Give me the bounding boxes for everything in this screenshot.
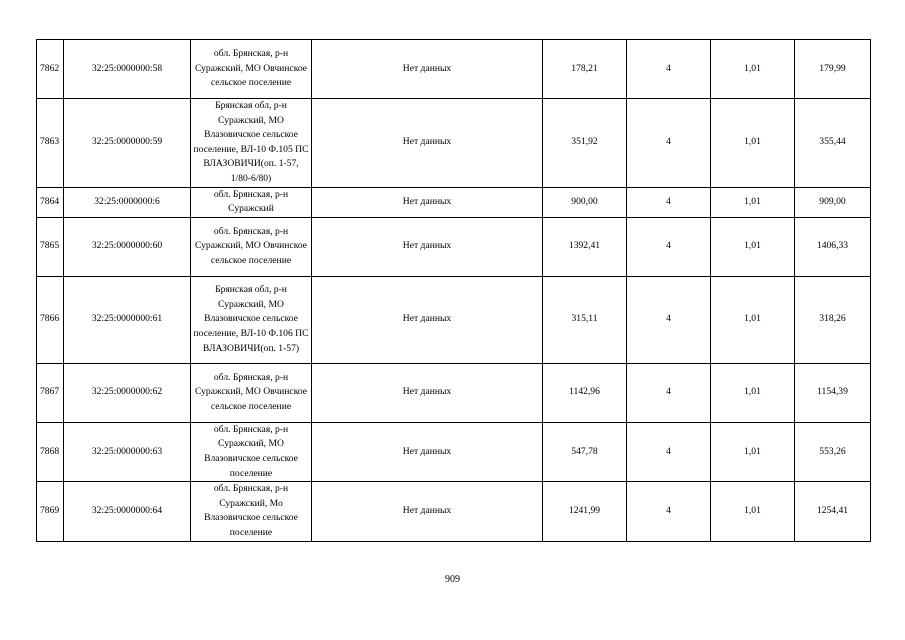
group-cell: 4 (627, 217, 711, 276)
total-cell: 355,44 (795, 99, 871, 188)
area-cell: 1241,99 (543, 482, 627, 541)
row-number-cell: 7865 (37, 217, 64, 276)
table-row (37, 187, 871, 217)
coefficient-cell: 1,01 (711, 99, 795, 188)
address-cell: Брянская обл, р-н Суражский, МО Влазовичское сельское поселение, ВЛ-10 Ф.106 ПС ВЛАЗОВИЧИ(оп. 1-57) (191, 276, 312, 363)
land-registry-table (36, 39, 871, 542)
cadastral-number-cell: 32:25:0000000:61 (64, 276, 191, 363)
table-body (37, 40, 871, 542)
address-cell: Брянская обл, р-н Суражский, МО Влазовичское сельское поселение, ВЛ-10 Ф.105 ПС ВЛАЗОВИЧИ(оп. 1-57, 1/80-6/80) (191, 99, 312, 188)
address-cell: обл. Брянская, р-н Суражский, МО Влазовичское сельское поселение (191, 422, 312, 481)
area-cell: 351,92 (543, 99, 627, 188)
cadastral-value-cell: Нет данных (312, 276, 543, 363)
group-cell: 4 (627, 40, 711, 99)
coefficient-cell: 1,01 (711, 482, 795, 541)
cadastral-number-cell: 32:25:0000000:62 (64, 363, 191, 422)
coefficient-cell: 1,01 (711, 276, 795, 363)
area-cell: 1142,96 (543, 363, 627, 422)
table-row (37, 40, 871, 99)
area-cell: 1392,41 (543, 217, 627, 276)
group-cell: 4 (627, 363, 711, 422)
cadastral-number-cell: 32:25:0000000:60 (64, 217, 191, 276)
coefficient-cell: 1,01 (711, 40, 795, 99)
page-number: 909 (445, 574, 460, 585)
row-number-cell: 7868 (37, 422, 64, 481)
address-cell: обл. Брянская, р-н Суражский (191, 187, 312, 217)
table-row (37, 482, 871, 541)
area-cell: 178,21 (543, 40, 627, 99)
total-cell: 1154,39 (795, 363, 871, 422)
address-cell: обл. Брянская, р-н Суражский, МО Овчинское сельское поселение (191, 217, 312, 276)
coefficient-cell: 1,01 (711, 422, 795, 481)
row-number-cell: 7866 (37, 276, 64, 363)
coefficient-cell: 1,01 (711, 187, 795, 217)
total-cell: 179,99 (795, 40, 871, 99)
row-number-cell: 7864 (37, 187, 64, 217)
row-number-cell: 7862 (37, 40, 64, 99)
address-cell: обл. Брянская, р-н Суражский, МО Овчинское сельское поселение (191, 40, 312, 99)
total-cell: 1406,33 (795, 217, 871, 276)
row-number-cell: 7863 (37, 99, 64, 188)
total-cell: 909,00 (795, 187, 871, 217)
area-cell: 900,00 (543, 187, 627, 217)
group-cell: 4 (627, 276, 711, 363)
cadastral-value-cell: Нет данных (312, 187, 543, 217)
cadastral-value-cell: Нет данных (312, 422, 543, 481)
cadastral-number-cell: 32:25:0000000:63 (64, 422, 191, 481)
cadastral-number-cell: 32:25:0000000:64 (64, 482, 191, 541)
table-row (37, 422, 871, 481)
table-row (37, 217, 871, 276)
cadastral-number-cell: 32:25:0000000:58 (64, 40, 191, 99)
cadastral-value-cell: Нет данных (312, 99, 543, 188)
row-number-cell: 7869 (37, 482, 64, 541)
coefficient-cell: 1,01 (711, 363, 795, 422)
table-row (37, 276, 871, 363)
total-cell: 318,26 (795, 276, 871, 363)
coefficient-cell: 1,01 (711, 217, 795, 276)
table-row (37, 363, 871, 422)
area-cell: 315,11 (543, 276, 627, 363)
cadastral-number-cell: 32:25:0000000:59 (64, 99, 191, 188)
group-cell: 4 (627, 187, 711, 217)
row-number-cell: 7867 (37, 363, 64, 422)
total-cell: 553,26 (795, 422, 871, 481)
address-cell: обл. Брянская, р-н Суражский, МО Овчинское сельское поселение (191, 363, 312, 422)
address-cell: обл. Брянская, р-н Суражский, Мо Влазовичское сельское поселение (191, 482, 312, 541)
cadastral-value-cell: Нет данных (312, 40, 543, 99)
cadastral-value-cell: Нет данных (312, 482, 543, 541)
table-row (37, 99, 871, 188)
group-cell: 4 (627, 99, 711, 188)
cadastral-value-cell: Нет данных (312, 363, 543, 422)
area-cell: 547,78 (543, 422, 627, 481)
cadastral-number-cell: 32:25:0000000:6 (64, 187, 191, 217)
group-cell: 4 (627, 422, 711, 481)
total-cell: 1254,41 (795, 482, 871, 541)
cadastral-value-cell: Нет данных (312, 217, 543, 276)
group-cell: 4 (627, 482, 711, 541)
